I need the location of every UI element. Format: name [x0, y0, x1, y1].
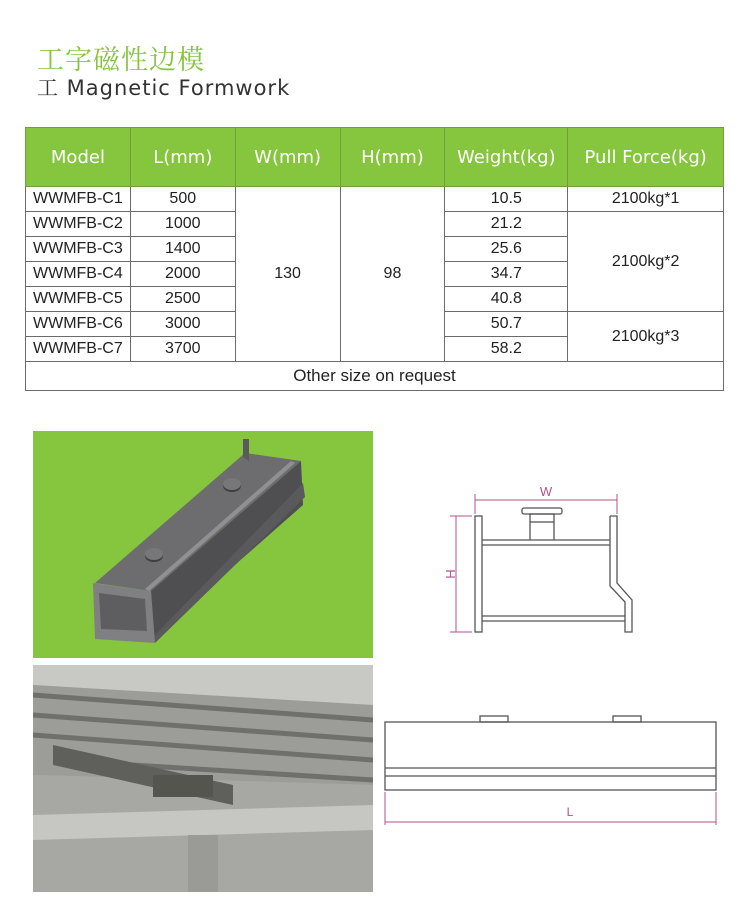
- table-header-row: [26, 128, 724, 187]
- cell-weight: 40.8: [445, 287, 568, 312]
- cell-weight: 25.6: [445, 237, 568, 262]
- product-render-image: [33, 431, 373, 658]
- width-dimension-label: W: [539, 484, 553, 499]
- header-length: L(mm): [130, 128, 235, 187]
- cell-model: WWMFB-C7: [26, 337, 131, 362]
- cell-length: 1400: [130, 237, 235, 262]
- cell-model: WWMFB-C6: [26, 312, 131, 337]
- cell-length: 500: [130, 187, 235, 212]
- cell-length: 1000: [130, 212, 235, 237]
- cell-weight: 50.7: [445, 312, 568, 337]
- spec-table: [25, 127, 724, 391]
- cell-length: 3000: [130, 312, 235, 337]
- header-model: Model: [26, 128, 131, 187]
- cell-weight: 34.7: [445, 262, 568, 287]
- header-pull-force: Pull Force(kg): [568, 128, 724, 187]
- cell-pull-force: 2100kg*3: [568, 312, 724, 362]
- cell-weight: 58.2: [445, 337, 568, 362]
- header-width: W(mm): [235, 128, 340, 187]
- page-title-chinese: 工字磁性边模: [37, 45, 205, 76]
- cell-pull-force: 2100kg*2: [568, 212, 724, 312]
- length-dimension-label: L: [566, 805, 574, 819]
- side-view-diagram: [380, 712, 725, 831]
- table-row: [26, 187, 724, 212]
- cross-section-diagram: [430, 478, 650, 647]
- cell-height: 98: [340, 187, 445, 362]
- page-title-english: 工 Magnetic Formwork: [37, 76, 291, 100]
- cell-pull-force: 2100kg*1: [568, 187, 724, 212]
- cell-weight: 21.2: [445, 212, 568, 237]
- cell-model: WWMFB-C1: [26, 187, 131, 212]
- header-height: H(mm): [340, 128, 445, 187]
- cell-length: 2000: [130, 262, 235, 287]
- cell-weight: 10.5: [445, 187, 568, 212]
- height-dimension-label: H: [443, 569, 458, 579]
- table-note-row: [26, 362, 724, 391]
- other-size-note: Other size on request: [26, 362, 724, 391]
- cell-model: WWMFB-C3: [26, 237, 131, 262]
- cell-model: WWMFB-C2: [26, 212, 131, 237]
- cell-model: WWMFB-C5: [26, 287, 131, 312]
- cell-model: WWMFB-C4: [26, 262, 131, 287]
- factory-usage-photo: [33, 665, 373, 892]
- cell-length: 2500: [130, 287, 235, 312]
- cell-width: 130: [235, 187, 340, 362]
- cell-length: 3700: [130, 337, 235, 362]
- header-weight: Weight(kg): [445, 128, 568, 187]
